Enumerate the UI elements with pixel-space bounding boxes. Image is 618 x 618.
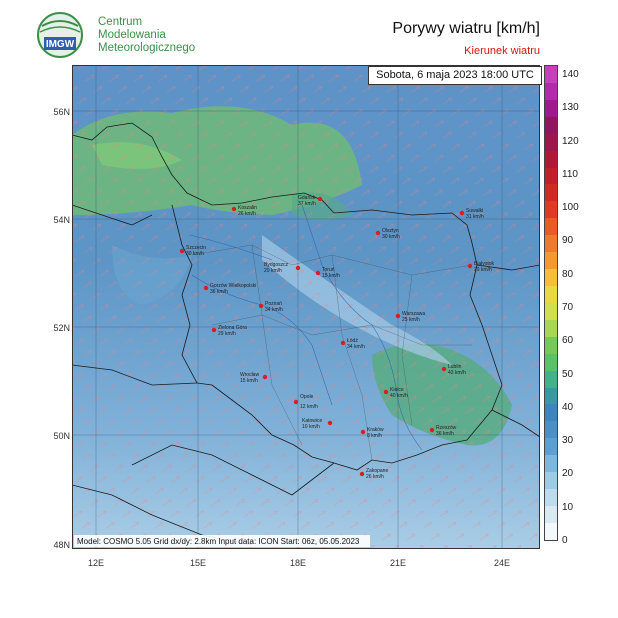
- svg-text:34 km/h: 34 km/h: [347, 344, 365, 350]
- svg-text:Wrocław: Wrocław: [240, 372, 260, 378]
- svg-text:Olsztyn: Olsztyn: [382, 228, 399, 234]
- colorbar-step: [545, 506, 557, 523]
- svg-text:31 km/h: 31 km/h: [466, 214, 484, 220]
- map-subtitle: Kierunek wiatru: [464, 45, 540, 57]
- colorbar-label: 40: [562, 401, 574, 413]
- forecast-date: Sobota, 6 maja 2023 18:00 UTC: [368, 66, 542, 85]
- colorbar-step: [545, 235, 557, 252]
- colorbar-step: [545, 286, 557, 303]
- map-title: Porywy wiatru [km/h]: [392, 20, 540, 37]
- svg-text:37 km/h: 37 km/h: [298, 201, 316, 207]
- svg-text:30 km/h: 30 km/h: [186, 251, 204, 257]
- colorbar-step: [545, 134, 557, 151]
- svg-text:26 km/h: 26 km/h: [366, 474, 384, 480]
- svg-text:Warszawa: Warszawa: [402, 311, 426, 317]
- colorbar-step: [545, 337, 557, 354]
- svg-text:36 km/h: 36 km/h: [210, 289, 228, 295]
- svg-text:Toruń: Toruń: [322, 267, 335, 273]
- svg-text:Gorzów Wielkopolski: Gorzów Wielkopolski: [210, 283, 257, 289]
- model-info: Model: COSMO 5.05 Grid dx/dy: 2.8km Input data: ICON Start: 06z, 05.05.2023: [77, 537, 360, 546]
- svg-text:10 km/h: 10 km/h: [302, 424, 320, 430]
- org-line-3: Meteorologicznego: [98, 42, 196, 54]
- colorbar-step: [545, 201, 557, 218]
- colorbar-step: [545, 269, 557, 286]
- svg-text:29 km/h: 29 km/h: [218, 331, 236, 337]
- colorbar-label: 50: [562, 368, 574, 380]
- colorbar-label: 80: [562, 268, 574, 280]
- colorbar-label: 120: [562, 135, 579, 147]
- svg-text:Suwałki: Suwałki: [466, 208, 484, 214]
- lat-label-50n: 50N: [53, 431, 70, 441]
- colorbar-step: [545, 303, 557, 320]
- colorbar-label: 0: [562, 535, 568, 546]
- svg-text:Łódź: Łódź: [347, 338, 358, 344]
- svg-text:Szczecin: Szczecin: [186, 245, 207, 251]
- org-line-1: Centrum: [98, 16, 143, 28]
- colorbar-step: [545, 354, 557, 371]
- colorbar-step: [545, 252, 557, 269]
- colorbar-step: [545, 168, 557, 185]
- svg-text:Katowice: Katowice: [302, 418, 323, 424]
- colorbar-step: [545, 438, 557, 455]
- colorbar-label: 140: [562, 69, 579, 80]
- svg-text:43 km/h: 43 km/h: [448, 370, 466, 376]
- wind-gust-map: [72, 65, 540, 549]
- colorbar-label: 130: [562, 102, 579, 114]
- colorbar-label: 110: [562, 168, 578, 180]
- svg-text:Kraków: Kraków: [367, 427, 384, 433]
- svg-text:Zielona Góra: Zielona Góra: [218, 325, 247, 331]
- colorbar-step: [545, 472, 557, 489]
- svg-text:25 km/h: 25 km/h: [402, 317, 420, 323]
- lat-label-56n: 56N: [53, 107, 70, 117]
- colorbar-step: [545, 151, 557, 168]
- colorbar-step: [545, 489, 557, 506]
- svg-text:26 km/h: 26 km/h: [238, 211, 256, 217]
- colorbar-label: 10: [562, 501, 574, 513]
- org-line-2: Modelowania: [98, 29, 166, 41]
- lon-label-21e: 21E: [389, 558, 407, 568]
- colorbar-step: [545, 218, 557, 235]
- svg-text:Zakopane: Zakopane: [366, 468, 389, 474]
- svg-text:Kielce: Kielce: [390, 387, 404, 393]
- svg-text:8 km/h: 8 km/h: [367, 433, 383, 439]
- colorbar-label: 30: [562, 435, 574, 447]
- colorbar-step: [545, 523, 557, 540]
- imgw-logo-icon: [36, 10, 88, 62]
- logo-text: IMGW: [45, 39, 75, 50]
- lat-label-54n: 54N: [53, 215, 70, 225]
- colorbar-label: 90: [562, 235, 574, 247]
- svg-text:Białystok: Białystok: [474, 261, 495, 267]
- colorbar-step: [545, 100, 557, 117]
- svg-text:Poznań: Poznań: [265, 301, 282, 307]
- colorbar-step: [545, 404, 557, 421]
- lon-label-24e: 24E: [493, 558, 511, 568]
- colorbar-label: 100: [562, 202, 579, 214]
- lat-label-52n: 52N: [53, 323, 70, 333]
- colorbar-step: [545, 117, 557, 134]
- lon-label-18e: 18E: [289, 558, 307, 568]
- svg-text:34 km/h: 34 km/h: [265, 307, 283, 313]
- svg-text:Lublin: Lublin: [448, 364, 462, 370]
- colorbar-step: [545, 388, 557, 405]
- colorbar-step: [545, 455, 557, 472]
- colorbar-step: [545, 184, 557, 201]
- svg-text:12 km/h: 12 km/h: [300, 404, 318, 410]
- lon-label-12e: 12E: [87, 558, 105, 568]
- svg-text:Opole: Opole: [300, 394, 314, 400]
- colorbar-step: [545, 83, 557, 100]
- colorbar-step: [545, 66, 557, 83]
- svg-text:Koszalin: Koszalin: [238, 205, 257, 211]
- svg-text:15 km/h: 15 km/h: [322, 273, 340, 279]
- colorbar-label: 70: [562, 302, 574, 313]
- svg-text:29 km/h: 29 km/h: [474, 267, 492, 273]
- lon-label-15e: 15E: [189, 558, 207, 568]
- svg-text:Bydgoszcz: Bydgoszcz: [264, 262, 289, 268]
- colorbar-step: [545, 371, 557, 388]
- svg-text:36 km/h: 36 km/h: [436, 431, 454, 437]
- colorbar-label: 60: [562, 335, 574, 347]
- svg-text:Rzeszów: Rzeszów: [436, 425, 457, 431]
- svg-text:15 km/h: 15 km/h: [240, 378, 258, 384]
- lat-axis: [40, 100, 72, 560]
- colorbar-step: [545, 421, 557, 438]
- lon-axis: [72, 552, 542, 572]
- colorbar: [544, 65, 558, 541]
- colorbar-step: [545, 320, 557, 337]
- svg-text:20 km/h: 20 km/h: [264, 268, 282, 274]
- svg-text:30 km/h: 30 km/h: [382, 234, 400, 240]
- svg-text:Gdańsk: Gdańsk: [298, 195, 316, 201]
- lat-label-48n: 48N: [53, 540, 70, 550]
- colorbar-label: 20: [562, 468, 574, 480]
- wind-direction-arrows: [72, 65, 540, 549]
- svg-text:40 km/h: 40 km/h: [390, 393, 408, 399]
- imgw-logo: [36, 10, 216, 62]
